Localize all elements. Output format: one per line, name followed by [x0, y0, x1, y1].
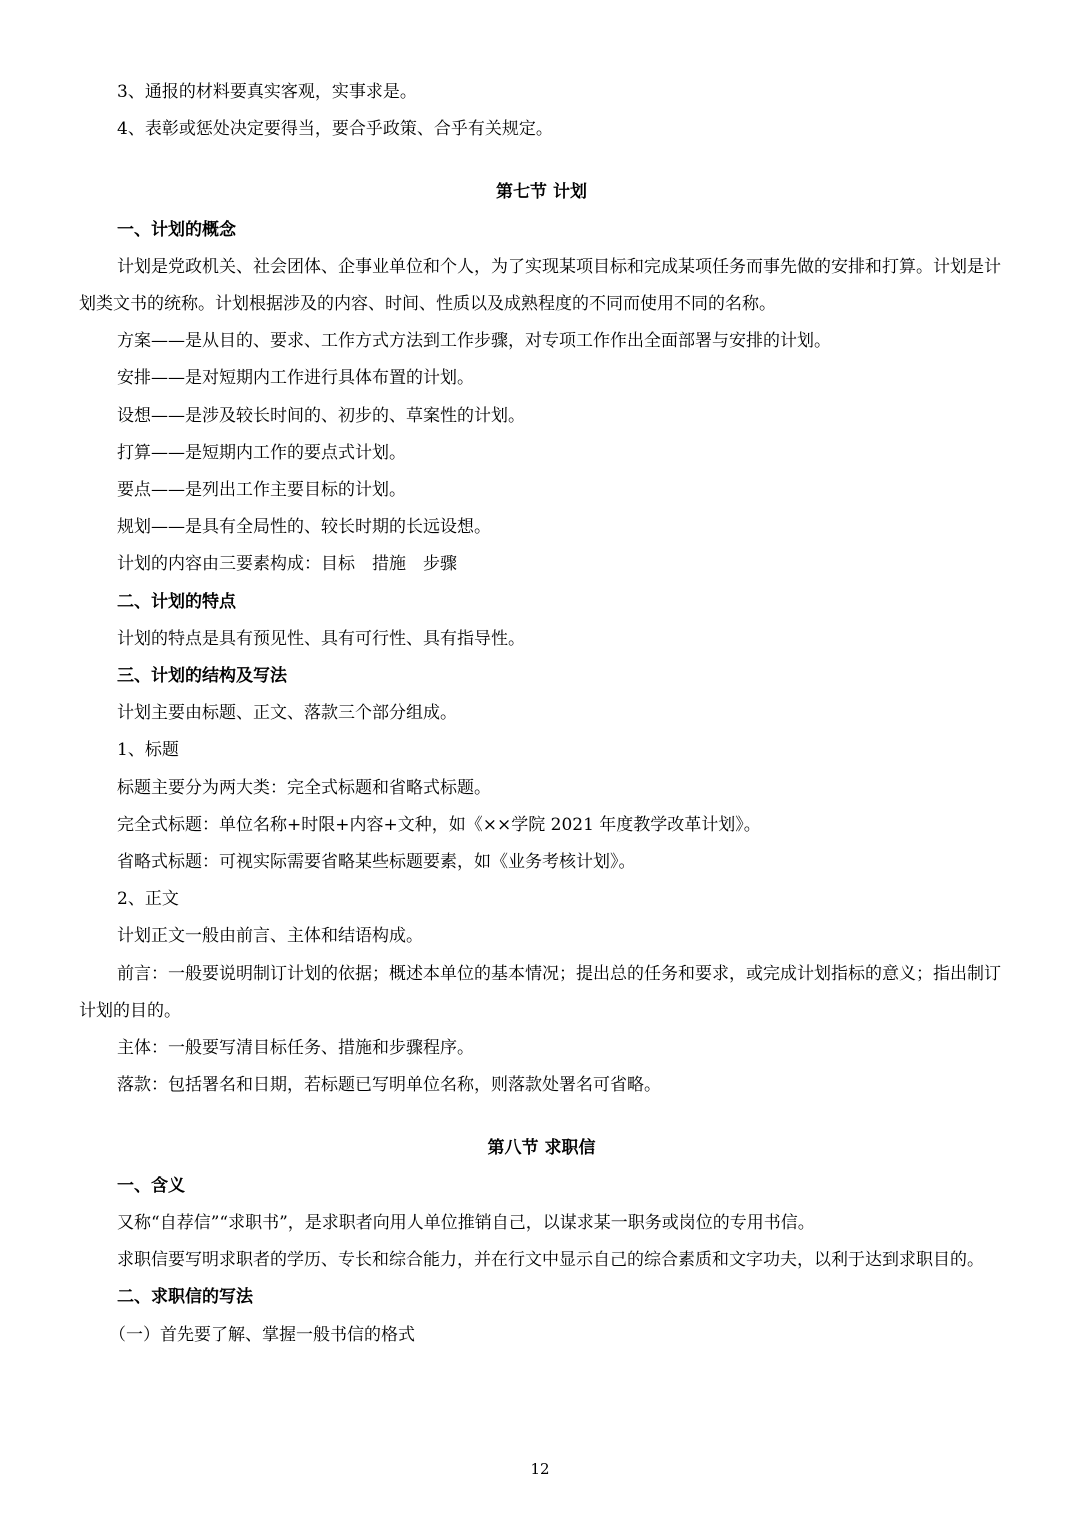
- paragraph: 落款：包括署名和日期，若标题已写明单位名称，则落款处署名可省略。: [117, 1075, 661, 1096]
- list-item: 计划的内容由三要素构成：目标 措施 步骤: [117, 554, 457, 575]
- paragraph: 3、通报的材料要真实客观，实事求是。: [117, 82, 417, 102]
- list-item: 安排——是对短期内工作进行具体布置的计划。: [117, 368, 474, 389]
- subheading: 三、计划的结构及写法: [117, 666, 287, 687]
- list-item: 设想——是涉及较长时间的、初步的、草案性的计划。: [117, 405, 525, 426]
- paragraph: 完全式标题：单位名称+时限+内容+文种，如《××学院 2021 年度教学改革计划》。: [117, 814, 761, 835]
- paragraph: 又称“自荐信”“求职书”，是求职者向用人单位推销自己，以谋求某一职务或岗位的专用书信。: [117, 1212, 815, 1233]
- paragraph: 2、正文: [117, 889, 179, 910]
- list-item: 规划——是具有全局性的、较长时期的长远设想。: [117, 517, 491, 538]
- paragraph: （一）首先要了解、掌握一般书信的格式: [109, 1324, 415, 1345]
- paragraph: 4、表彰或惩处决定要得当，要合乎政策、合乎有关规定。: [117, 119, 553, 140]
- list-item: 要点——是列出工作主要目标的计划。: [117, 480, 406, 501]
- paragraph: 主体：一般要写清目标任务、措施和步骤程序。: [117, 1038, 474, 1059]
- document-page: [79, 74, 1004, 1354]
- paragraph: 前言：一般要说明制订计划的依据；概述本单位的基本情况；提出总的任务和要求，或完成计划指标的意义；指出制订计划的目的。: [79, 963, 1001, 1021]
- page-number: 12: [530, 1460, 550, 1478]
- paragraph: 省略式标题：可视实际需要省略某些标题要素，如《业务考核计划》。: [117, 852, 636, 873]
- subheading: 二、求职信的写法: [117, 1287, 253, 1308]
- list-item: 方案——是从目的、要求、工作方式方法到工作步骤，对专项工作作出全面部署与安排的计划。: [117, 331, 831, 352]
- section-title: 第七节 计划: [496, 182, 587, 203]
- subheading: 二、计划的特点: [117, 591, 236, 612]
- paragraph: 求职信要写明求职者的学历、专长和综合能力，并在行文中显示自己的综合素质和文字功夫，以利于达到求职目的。: [117, 1250, 984, 1271]
- section-title: 第八节 求职信: [487, 1138, 596, 1159]
- paragraph: 标题主要分为两大类：完全式标题和省略式标题。: [117, 777, 491, 798]
- spacer: [79, 148, 1004, 174]
- paragraph: 计划正文一般由前言、主体和结语构成。: [117, 926, 423, 947]
- spacer: [79, 1104, 1004, 1130]
- subheading: 一、含义: [117, 1175, 185, 1196]
- paragraph: 计划主要由标题、正文、落款三个部分组成。: [117, 703, 457, 724]
- paragraph: 计划的特点是具有预见性、具有可行性、具有指导性。: [117, 628, 525, 649]
- paragraph: 1、标题: [117, 740, 179, 761]
- paragraph: 计划是党政机关、社会团体、企事业单位和个人，为了实现某项目标和完成某项任务而事先做的安排和打算。计划是计划类文书的统称。计划根据涉及的内容、时间、性质以及成熟程度的不同而使用不同的名称。: [79, 256, 1001, 315]
- subheading: 一、计划的概念: [117, 219, 236, 240]
- list-item: 打算——是短期内工作的要点式计划。: [117, 442, 406, 463]
